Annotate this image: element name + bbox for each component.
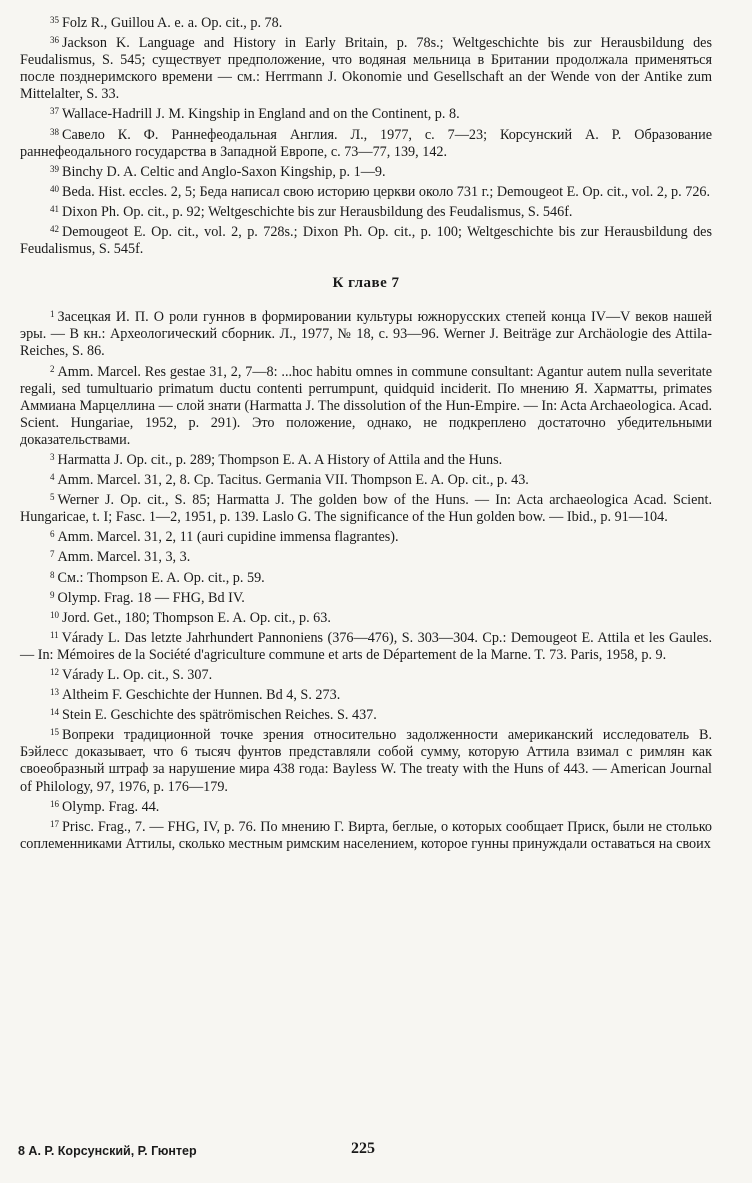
footnote-text: Вопреки традиционной точке зрения относительно задолженности американский исследователь В. Бэйлесс доказывает, что 6 тысяч фунтов представляли собой сумму, которую Аттила взимал с римлян как своеобразный штраф за нарушение мира 438 года: Bayless W. The treaty with the Huns of 443. — American Journal of Philology, 97, 1976, p. 176—179.: [20, 727, 712, 795]
footnote: [20, 489, 712, 526]
footnote-number: 12: [50, 667, 59, 677]
footnote-number: 42: [50, 224, 59, 235]
footnote: [20, 306, 712, 360]
footnote-number: 15: [50, 727, 59, 738]
footnote-number: 7: [50, 549, 55, 560]
footnote-number: 41: [50, 203, 59, 214]
footnote: [20, 526, 712, 546]
footnote-text: Jord. Get., 180; Thompson E. A. Op. cit., p. 63.: [62, 609, 331, 626]
footnote-number: 6: [50, 529, 55, 540]
footnote-number: 9: [50, 589, 55, 600]
footnote-text: Olymp. Frag. 44.: [62, 798, 160, 815]
footnote-text: Stein E. Geschichte des spätrömischen Reiches. S. 437.: [62, 707, 377, 724]
footnote-text: Demougeot E. Op. cit., vol. 2, p. 728s.; Dixon Ph. Op. cit., p. 100; Weltgeschichte bis zur Herausbildung des Feudalismus, S. 545f.: [20, 224, 712, 258]
footnote: [20, 32, 712, 103]
footnote: [20, 704, 712, 724]
footnote-number: 2: [50, 363, 55, 374]
footnote-number: 39: [50, 163, 59, 174]
footnote-number: 10: [50, 609, 59, 620]
footnote-number: 14: [50, 707, 59, 718]
footnote-text: Beda. Hist. eccles. 2, 5; Беда написал свою историю церкви около 731 г.; Demougeot E. Op. cit., vol. 2, p. 726.: [62, 183, 711, 200]
footnote-number: 11: [50, 629, 59, 640]
footnote-number: 38: [50, 126, 59, 137]
footnote: [20, 201, 712, 221]
footnote: [20, 124, 712, 161]
footnote-text: Altheim F. Geschichte der Hunnen. Bd 4, S. 273.: [62, 687, 341, 704]
footnote: [20, 684, 712, 704]
chapter-6-notes: [20, 12, 712, 258]
footnote: [20, 724, 712, 795]
footnote: [20, 587, 712, 607]
footnote-text: Folz R., Guillou A. e. a. Op. cit., p. 78.: [62, 15, 283, 31]
footnote-text: Dixon Ph. Op. cit., p. 92; Weltgeschichte bis zur Herausbildung des Feudalismus, S. 546f.: [62, 203, 573, 220]
footnote-number: 16: [50, 798, 59, 809]
footnote-text: Jackson K. Language and History in Early Britain, p. 78s.; Weltgeschichte bis zur Herausbildung des Feudalismus, S. 545; существует предположение, что водяная мельница в Британии продолжала применяться после позднеримского времени — см.: Herrmann J. Okonomie und Gesellschaft an der Wende von der Antike zum Mittelalter, S. 33.: [20, 35, 712, 103]
footnote-number: 1: [50, 309, 55, 320]
footnote-number: 36: [50, 35, 59, 46]
footnote-text: Werner J. Op. cit., S. 85; Harmatta J. The golden bow of the Huns. — In: Acta archaeologica Acad. Scient. Hungaricae, t. I; Fasc. 1—2, 1951, p. 139. Laslo G. The significance of the Hun golden bow. — Ibid., p. 91—104.: [20, 492, 712, 526]
page-number: 225: [351, 1140, 375, 1157]
footnote-text: Várady L. Das letzte Jahrhundert Pannoniens (376—476), S. 303—304. Ср.: Demougeot E. Attila et les Gaules. — In: Mémoires de la Société d'agriculture commune et arts de Département de la Marne. T. 73. Paris, 1958, p. 9.: [20, 629, 712, 663]
footnote: [20, 546, 712, 566]
footnote-number: 37: [50, 106, 59, 117]
printer-signature: 8 А. Р. Корсунский, Р. Гюнтер: [18, 1144, 197, 1158]
footnote: [20, 12, 712, 32]
footnote: [20, 181, 712, 201]
footnote-text: Wallace-Hadrill J. M. Kingship in England and on the Continent, p. 8.: [62, 106, 460, 123]
footnote-text: Amm. Marcel. 31, 3, 3.: [57, 549, 191, 566]
footnote-text: Binchy D. A. Celtic and Anglo-Saxon Kingship, p. 1—9.: [62, 163, 386, 180]
footnote: [20, 361, 712, 449]
footnote-text: Prisc. Frag., 7. — FHG, IV, p. 76. По мнению Г. Вирта, беглые, о которых сообщает Приск, были не столько соплеменниками Аттилы, сколько местным римским населением, которое гунны принуждали оставаться на своих: [20, 818, 712, 852]
footnote-number: 8: [50, 569, 55, 580]
footnote-number: 40: [50, 183, 59, 194]
footnote-text: Amm. Marcel. 31, 2, 8. Ср. Tacitus. Germania VII. Thompson E. A. Op. cit., p. 43.: [57, 472, 529, 489]
chapter-7-notes: [20, 306, 712, 853]
page: [20, 12, 712, 853]
footnote: [20, 607, 712, 627]
footnote: [20, 796, 712, 816]
footnote-text: Засецкая И. П. О роли гуннов в формировании культуры южнорусских степей конца IV—V веков нашей эры. — В кн.: Археологический сборник. Л., 1977, № 18, с. 93—96. Werner J. Beiträge zur Archäologie des Attila-Reiches, S. 86.: [20, 309, 712, 360]
footnote: [20, 816, 712, 853]
footnote: [20, 221, 712, 258]
footnote-number: 4: [50, 472, 55, 483]
footnote-number: 13: [50, 687, 59, 698]
footnote: [20, 664, 712, 684]
chapter-heading: К главе 7: [332, 275, 400, 292]
footnote-number: 17: [50, 818, 59, 829]
footnote-text: См.: Thompson E. A. Op. cit., p. 59.: [57, 569, 265, 586]
footnote: [20, 449, 712, 469]
footnote-number: 3: [50, 451, 55, 462]
footnote-text: Amm. Marcel. Res gestae 31, 2, 7—8: ...hoc habitu omnes in commune consultant: Agantur autem nulla severitate regali, sed tumultuario primatum ductu contenti perrumpunt, quidquid inciderit. По мнению Я. Харматты, primates Аммиана Марцеллина — слой знати (Harmatta J. The dissolution of the Hun-Empire. — In: Acta Archaeologica. Acad. Scient. Hungariae, 1952, p. 291). Это положение, однако, не подкреплено достаточно убедительными доказательствами.: [20, 363, 712, 448]
footnote-number: 5: [50, 492, 55, 503]
footnote: [20, 161, 712, 181]
footnote: [20, 469, 712, 489]
footnote-text: Harmatta J. Op. cit., p. 289; Thompson E. A. A History of Attila and the Huns.: [57, 451, 503, 468]
footnote-text: Olymp. Frag. 18 — FHG, Bd IV.: [57, 589, 245, 606]
footnote-number: 35: [50, 15, 59, 25]
footnote: [20, 567, 712, 587]
footnote-text: Várady L. Op. cit., S. 307.: [62, 667, 213, 683]
footnote-text: Савело К. Ф. Раннефеодальная Англия. Л., 1977, с. 7—23; Корсунский А. Р. Образование раннефеодального государства в Западной Европе, с. 73—77, 139, 142.: [20, 126, 712, 160]
footnote: [20, 103, 712, 123]
footnote-text: Amm. Marcel. 31, 2, 11 (auri cupidine immensa flagrantes).: [57, 529, 399, 546]
footnote: [20, 627, 712, 664]
